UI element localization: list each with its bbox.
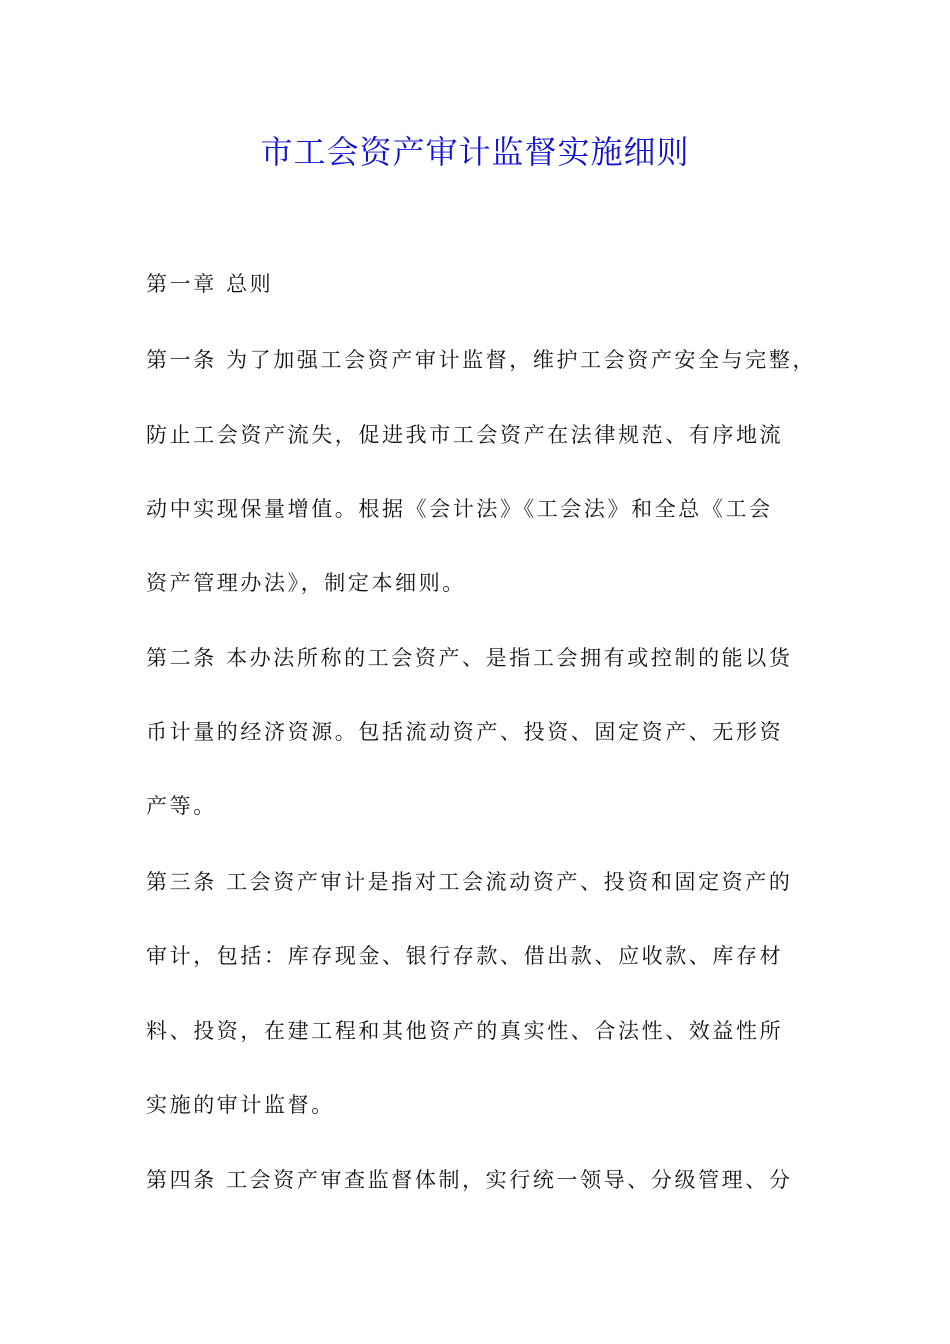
body-line: 防止工会资产流失，促进我市工会资产在法律规范、有序地流 <box>146 423 784 447</box>
body-line: 产等。 <box>146 794 217 818</box>
body-line: 第三条 工会资产审计是指对工会流动资产、投资和固定资产的 <box>146 870 793 894</box>
body-line: 动中实现保量增值。根据《会计法》《工会法》和全总《工会 <box>146 497 773 521</box>
body-line: 审计，包括：库存现金、银行存款、借出款、应收款、库存材 <box>146 944 784 968</box>
body-line: 第二条 本办法所称的工会资产、是指工会拥有或控制的能以货 <box>146 646 793 670</box>
body-line: 料、投资，在建工程和其他资产的真实性、合法性、效益性所 <box>146 1019 784 1043</box>
document-title: 市工会资产审计监督实施细则 <box>260 133 690 171</box>
body-line: 资产管理办法》，制定本细则。 <box>146 571 466 595</box>
body-line: 实施的审计监督。 <box>146 1093 335 1117</box>
body-line: 第一条 为了加强工会资产审计监督，维护工会资产安全与完整， <box>146 348 817 372</box>
chapter-heading: 第一章 总则 <box>146 272 274 296</box>
body-line: 币计量的经济资源。包括流动资产、投资、固定资产、无形资 <box>146 720 784 744</box>
body-line: 第四条 工会资产审查监督体制，实行统一领导、分级管理、分 <box>146 1168 793 1192</box>
